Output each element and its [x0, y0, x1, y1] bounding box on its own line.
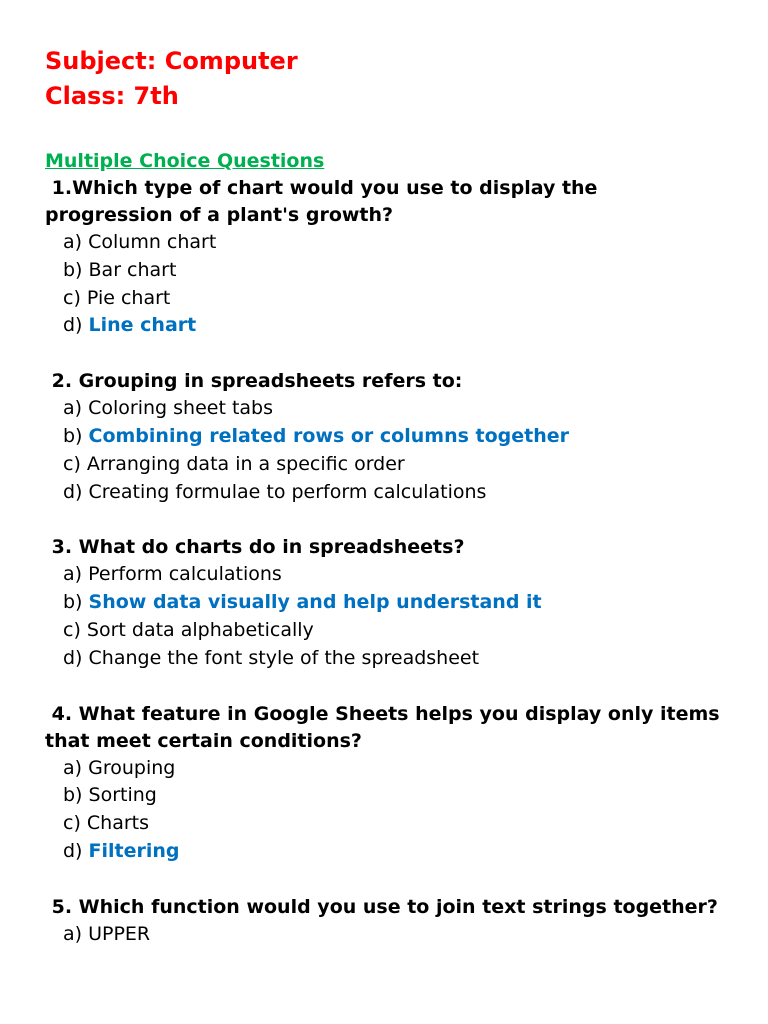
question-text: 3. What do charts do in spreadsheets? [45, 536, 465, 559]
option-prefix: a) [63, 231, 89, 253]
option-item [45, 617, 728, 645]
option-text: Sorting [88, 784, 157, 807]
option-item [45, 755, 728, 783]
question-text: 2. Grouping in spreadsheets refers to: [45, 370, 463, 393]
correct-answer-text: Combining related rows or columns together [88, 424, 570, 447]
option-prefix: a) [63, 922, 89, 945]
question-text: 4. What feature in Google Sheets helps you display only items that meet certain conditions? [45, 702, 727, 752]
option-text: Column chart [88, 231, 217, 253]
option-list [45, 921, 728, 949]
option-prefix: a) [63, 563, 89, 586]
option-item [45, 589, 728, 617]
option-prefix: a) [63, 756, 89, 779]
question-5 [45, 894, 728, 949]
option-prefix: d) [63, 314, 89, 337]
option-prefix: a) [63, 397, 89, 420]
option-prefix: c) [63, 812, 87, 835]
option-text: Creating formulae to perform calculations [88, 480, 487, 503]
question-3 [45, 534, 728, 672]
question-list [45, 175, 728, 949]
option-item [45, 395, 728, 423]
option-item [45, 479, 728, 507]
option-text: Change the font style of the spreadsheet [88, 646, 480, 669]
question-2 [45, 368, 728, 506]
option-prefix: b) [63, 591, 89, 614]
option-item [45, 451, 728, 479]
option-item [45, 921, 728, 949]
option-prefix: b) [63, 784, 89, 807]
option-text: Sort data alphabetically [86, 618, 314, 641]
option-item [45, 782, 728, 810]
option-item [45, 312, 728, 340]
option-text: Pie chart [86, 286, 171, 309]
option-prefix: c) [63, 452, 87, 475]
option-text: Arranging data in a specific order [86, 452, 405, 475]
option-text: Bar chart [88, 258, 177, 281]
class-heading: Class: 7th [45, 82, 179, 110]
option-item [45, 423, 728, 451]
section-title: Multiple Choice Questions [45, 150, 325, 172]
option-item [45, 810, 728, 838]
option-list [45, 755, 728, 866]
option-item [45, 285, 728, 313]
option-item [45, 838, 728, 866]
option-item [45, 561, 728, 589]
subject-heading: Subject: Computer [45, 47, 298, 75]
option-item [45, 229, 728, 257]
question-text: 5. Which function would you use to join text strings together? [45, 895, 718, 918]
correct-answer-text: Show data visually and help understand it [88, 591, 542, 614]
question-1 [45, 175, 728, 340]
option-prefix: b) [63, 258, 89, 281]
option-prefix: c) [63, 618, 87, 641]
option-prefix: d) [63, 839, 89, 862]
question-text: 1.Which type of chart would you use to display the progression of a plant's growth? [45, 177, 605, 226]
option-text: Grouping [88, 756, 176, 779]
option-list [45, 561, 728, 672]
option-prefix: b) [63, 424, 89, 447]
option-prefix: c) [63, 286, 87, 309]
option-text: Coloring sheet tabs [88, 397, 273, 420]
question-4 [45, 701, 728, 866]
correct-answer-text: Line chart [88, 314, 197, 337]
option-prefix: d) [63, 646, 89, 669]
option-prefix: d) [63, 480, 89, 503]
option-text: UPPER [88, 922, 151, 945]
option-text: Perform calculations [88, 563, 282, 586]
option-list [45, 395, 728, 506]
option-list [45, 229, 728, 340]
option-item [45, 645, 728, 673]
option-item [45, 257, 728, 285]
correct-answer-text: Filtering [88, 839, 180, 862]
option-text: Charts [86, 812, 150, 835]
